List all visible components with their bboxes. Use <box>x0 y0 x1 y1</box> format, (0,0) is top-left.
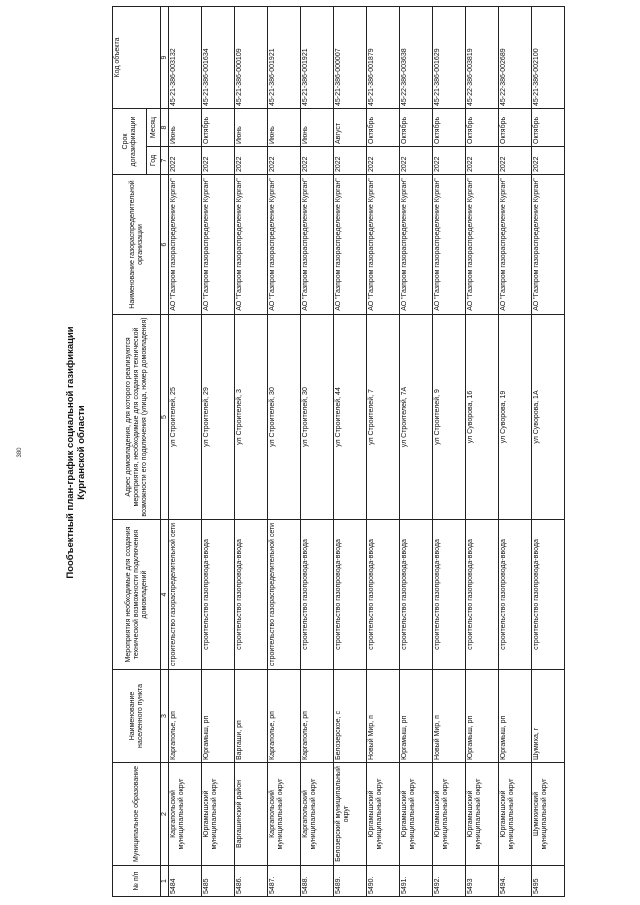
settlement-cell: Новый Мир, п <box>433 670 466 763</box>
row-number: 5486. <box>235 866 268 897</box>
header-municipality: Муниципальное образование <box>113 763 161 866</box>
settlement-cell: Юргамыш, рп <box>466 670 499 763</box>
address-cell: ул Строителей, 30 <box>268 315 301 520</box>
column-number: 8 <box>161 109 169 147</box>
year-cell: 2022 <box>367 147 400 175</box>
column-number-row <box>161 7 169 897</box>
municipality-cell: Юргамышский муниципальный округ <box>202 763 235 866</box>
municipality-cell: Варгашинский район <box>235 763 268 866</box>
header-year: Год <box>147 147 161 175</box>
year-cell: 2022 <box>433 147 466 175</box>
measure-cell: строительство газораспределительной сети <box>268 520 301 670</box>
object-code-cell: 45-21-386-001879 <box>367 7 400 109</box>
table-row <box>334 7 367 897</box>
org-cell: АО "Газпром газораспределение Курган" <box>235 175 268 315</box>
column-number: 3 <box>161 670 169 763</box>
month-cell: Октябрь <box>202 109 235 147</box>
address-cell: ул Строителей, 7 <box>367 315 400 520</box>
settlement-cell: Каргаполье, рп <box>268 670 301 763</box>
column-number: 1 <box>161 866 169 897</box>
address-cell: ул Суворова, 16 <box>466 315 499 520</box>
table-body <box>169 7 565 897</box>
org-cell: АО "Газпром газораспределение Курган" <box>367 175 400 315</box>
municipality-cell: Юргамышский муниципальный округ <box>400 763 433 866</box>
table-row <box>169 7 202 897</box>
row-number: 5495 <box>532 866 565 897</box>
object-code-cell: 45-21-386-000109 <box>235 7 268 109</box>
row-number: 5490. <box>367 866 400 897</box>
org-cell: АО "Газпром газораспределение Курган" <box>268 175 301 315</box>
municipality-cell: Каргапольский муниципальный округ <box>169 763 202 866</box>
measure-cell: строительство газопровода-ввода <box>334 520 367 670</box>
month-cell: Октябрь <box>367 109 400 147</box>
address-cell: ул Строителей, 44 <box>334 315 367 520</box>
municipality-cell: Юргамышский муниципальный округ <box>466 763 499 866</box>
object-code-cell: 45-21-386-000007 <box>334 7 367 109</box>
municipality-cell: Каргапольский муниципальный округ <box>301 763 334 866</box>
measure-cell: строительство газопровода-ввода <box>202 520 235 670</box>
row-number: 5487. <box>268 866 301 897</box>
object-code-cell: 45-22-386-002689 <box>499 7 532 109</box>
measure-cell: строительство газопровода-ввода <box>532 520 565 670</box>
header-org: Наименование газораспределительной организации <box>113 175 161 315</box>
document-title <box>65 0 87 905</box>
org-cell: АО "Газпром газораспределение Курган" <box>202 175 235 315</box>
measure-cell: строительство газопровода-ввода <box>301 520 334 670</box>
object-code-cell: 45-21-386-003132 <box>169 7 202 109</box>
row-number: 5489. <box>334 866 367 897</box>
year-cell: 2022 <box>268 147 301 175</box>
table-row <box>367 7 400 897</box>
address-cell: ул Строителей, 9 <box>433 315 466 520</box>
column-number: 5 <box>161 315 169 520</box>
title-line-2: Курганской области <box>76 405 87 500</box>
column-number: 6 <box>161 175 169 315</box>
settlement-cell: Каргаполье, рп <box>169 670 202 763</box>
org-cell: АО "Газпром газораспределение Курган" <box>400 175 433 315</box>
month-cell: Октябрь <box>433 109 466 147</box>
settlement-cell: Каргаполье, рп <box>301 670 334 763</box>
year-cell: 2022 <box>499 147 532 175</box>
municipality-cell: Шумихинский муниципальный округ <box>532 763 565 866</box>
settlement-cell: Юргамыш, рп <box>499 670 532 763</box>
row-number: 5492. <box>433 866 466 897</box>
year-cell: 2022 <box>202 147 235 175</box>
settlement-cell: Варгаши, рп <box>235 670 268 763</box>
year-cell: 2022 <box>532 147 565 175</box>
address-cell: ул Строителей, 25 <box>169 315 202 520</box>
object-code-cell: 45-21-386-001634 <box>202 7 235 109</box>
row-number: 5494. <box>499 866 532 897</box>
page-number: 380 <box>17 447 23 458</box>
object-code-cell: 45-22-386-003819 <box>466 7 499 109</box>
month-cell: Август <box>334 109 367 147</box>
table-row <box>532 7 565 897</box>
month-cell: Октябрь <box>532 109 565 147</box>
year-cell: 2022 <box>466 147 499 175</box>
table-row <box>202 7 235 897</box>
measure-cell: строительство газопровода-ввода <box>400 520 433 670</box>
settlement-cell: Юргамыш, рп <box>400 670 433 763</box>
year-cell: 2022 <box>400 147 433 175</box>
object-code-cell: 45-21-386-001629 <box>433 7 466 109</box>
year-cell: 2022 <box>235 147 268 175</box>
table-row <box>400 7 433 897</box>
object-code-cell: 45-22-386-003638 <box>400 7 433 109</box>
year-cell: 2022 <box>169 147 202 175</box>
municipality-cell: Юргамышский муниципальный округ <box>433 763 466 866</box>
column-number: 7 <box>161 147 169 175</box>
settlement-cell: Шумиха, г <box>532 670 565 763</box>
org-cell: АО "Газпром газораспределение Курган" <box>466 175 499 315</box>
object-code-cell: 45-21-386-001921 <box>268 7 301 109</box>
municipality-cell: Юргамышский муниципальный округ <box>499 763 532 866</box>
month-cell: Июнь <box>301 109 334 147</box>
table-row <box>301 7 334 897</box>
object-code-cell: 45-21-386-001921 <box>301 7 334 109</box>
column-number: 4 <box>161 520 169 670</box>
address-cell: ул Суворова, 1А <box>532 315 565 520</box>
org-cell: АО "Газпром газораспределение Курган" <box>301 175 334 315</box>
month-cell: Июнь <box>169 109 202 147</box>
row-number: 5491. <box>400 866 433 897</box>
address-cell: ул Строителей, 7А <box>400 315 433 520</box>
address-cell: ул Строителей, 29 <box>202 315 235 520</box>
municipality-cell: Каргапольский муниципальный округ <box>268 763 301 866</box>
municipality-cell: Юргамышский муниципальный округ <box>367 763 400 866</box>
header-month: Месяц <box>147 109 161 147</box>
org-cell: АО "Газпром газораспределение Курган" <box>169 175 202 315</box>
title-line-1: Пообъектный план-график социальной газификации <box>65 326 76 579</box>
org-cell: АО "Газпром газораспределение Курган" <box>433 175 466 315</box>
settlement-cell: Новый Мир, п <box>367 670 400 763</box>
object-code-cell: 45-21-386-002100 <box>532 7 565 109</box>
measure-cell: строительство газопровода-ввода <box>367 520 400 670</box>
month-cell: Октябрь <box>466 109 499 147</box>
row-number: 5485 <box>202 866 235 897</box>
header-num: № п/п <box>113 866 161 897</box>
settlement-cell: Юргамыш, рп <box>202 670 235 763</box>
table-row <box>499 7 532 897</box>
row-number: 5488. <box>301 866 334 897</box>
header-code: Код объекта <box>113 7 161 109</box>
measure-cell: строительство газопровода-ввода <box>466 520 499 670</box>
header-address: Адрес домовладения, для которого реализуются мероприятия, необходимые для создания технической возможности его подключения (улица, номер домовладения) <box>113 315 161 520</box>
org-cell: АО "Газпром газораспределение Курган" <box>532 175 565 315</box>
header-settlement: Наименование населенного пункта <box>113 670 161 763</box>
measure-cell: строительство газопровода-ввода <box>499 520 532 670</box>
month-cell: Октябрь <box>499 109 532 147</box>
table-row <box>235 7 268 897</box>
org-cell: АО "Газпром газораспределение Курган" <box>499 175 532 315</box>
table-row <box>268 7 301 897</box>
year-cell: 2022 <box>301 147 334 175</box>
column-number: 2 <box>161 763 169 866</box>
row-number: 5493 <box>466 866 499 897</box>
year-cell: 2022 <box>334 147 367 175</box>
month-cell: Июнь <box>268 109 301 147</box>
municipality-cell: Белозерский муниципальный округ <box>334 763 367 866</box>
month-cell: Июнь <box>235 109 268 147</box>
gasification-table <box>112 6 565 897</box>
table-row <box>433 7 466 897</box>
measure-cell: строительство газопровода-ввода <box>235 520 268 670</box>
address-cell: ул Строителей, 3 <box>235 315 268 520</box>
month-cell: Октябрь <box>400 109 433 147</box>
table-row <box>466 7 499 897</box>
org-cell: АО "Газпром газораспределение Курган" <box>334 175 367 315</box>
column-number: 9 <box>161 7 169 109</box>
measure-cell: строительство газопровода-ввода <box>433 520 466 670</box>
settlement-cell: Белозерское, с <box>334 670 367 763</box>
measure-cell: строительство газораспределительной сети <box>169 520 202 670</box>
address-cell: ул Суворова, 19 <box>499 315 532 520</box>
row-number: 5484 <box>169 866 202 897</box>
header-measures: Мероприятия необходимые для создания технической возможности подключения домовладений <box>113 520 161 670</box>
address-cell: ул Строителей, 30 <box>301 315 334 520</box>
header-deadline: Срок догазификации <box>113 109 147 175</box>
